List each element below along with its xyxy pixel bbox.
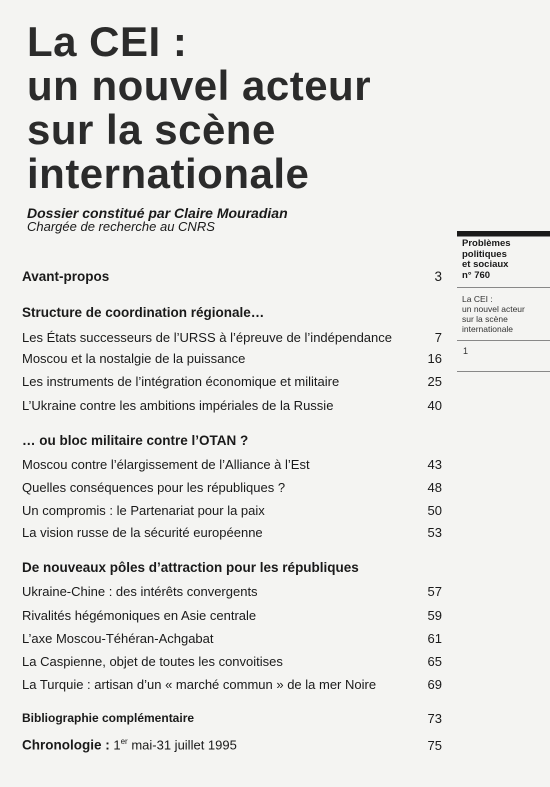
toc-page: 43 xyxy=(427,456,442,472)
sidebar-desc-line: sur la scène xyxy=(462,314,508,324)
toc-page: 69 xyxy=(427,676,442,692)
toc-page: 7 xyxy=(434,329,442,345)
toc-page: 48 xyxy=(427,479,442,495)
toc-chronologie-text xyxy=(22,737,237,752)
sidebar-divider xyxy=(457,340,550,341)
toc-label: La vision russe de la sécurité européenne xyxy=(22,524,263,540)
toc-label: Les instruments de l’intégration économique et militaire xyxy=(22,373,340,389)
toc-entry-bibliographie[interactable] xyxy=(22,708,442,728)
toc-entry[interactable] xyxy=(22,348,442,368)
section-heading xyxy=(22,430,442,450)
sidebar-desc-line: internationale xyxy=(462,324,514,334)
toc-label: Avant-propos xyxy=(22,268,110,284)
toc-label: L’Ukraine contre les ambitions impériales de la Russie xyxy=(22,397,334,413)
toc-entry[interactable] xyxy=(22,500,442,520)
toc-label: Ukraine-Chine : des intérêts convergents xyxy=(22,583,258,599)
toc-page: 57 xyxy=(427,583,442,599)
section-title: … ou bloc militaire contre l’OTAN ? xyxy=(22,432,249,448)
toc-page: 50 xyxy=(427,502,442,518)
series-info xyxy=(462,239,548,281)
toc-date-sup: er xyxy=(120,737,128,747)
toc-entry-chronologie[interactable] xyxy=(22,735,442,755)
author-role: Chargée de recherche au CNRS xyxy=(27,219,215,234)
title-line: La CEI : xyxy=(27,18,188,65)
toc-entry-avant-propos[interactable] xyxy=(22,266,442,286)
toc-page: 73 xyxy=(427,710,442,726)
toc-page: 53 xyxy=(427,524,442,540)
toc-label: Moscou et la nostalgie de la puissance xyxy=(22,350,246,366)
sidebar-divider xyxy=(457,371,550,372)
toc-label: Quelles conséquences pour les républiques ? xyxy=(22,479,286,495)
toc-page: 25 xyxy=(427,373,442,389)
toc-label: Moscou contre l’élargissement de l’Alliance à l’Est xyxy=(22,456,310,472)
title-line: un nouvel acteur xyxy=(27,62,372,109)
toc-label: La Caspienne, objet de toutes les convoitises xyxy=(22,653,283,669)
section-title: Structure de coordination régionale… xyxy=(22,304,265,320)
toc-date-range: mai-31 juillet 1995 xyxy=(127,737,237,753)
toc-label: Rivalités hégémoniques en Asie centrale xyxy=(22,607,257,623)
toc-entry[interactable] xyxy=(22,395,442,415)
toc-entry[interactable] xyxy=(22,651,442,671)
toc-entry[interactable] xyxy=(22,454,442,474)
toc-entry[interactable] xyxy=(22,581,442,601)
toc-page: 16 xyxy=(427,350,442,366)
toc-label: L’axe Moscou-Téhéran-Achgabat xyxy=(22,630,214,646)
sidebar-desc-line: La CEI : xyxy=(462,294,493,304)
series-number: n° 760 xyxy=(462,269,491,281)
toc-page: 65 xyxy=(427,653,442,669)
author: Dossier constitué par Claire Mouradian xyxy=(27,205,288,221)
toc-page: 59 xyxy=(427,607,442,623)
section-heading xyxy=(22,557,442,577)
toc-label: La Turquie : artisan d’un « marché commun » de la mer Noire xyxy=(22,676,377,692)
sidebar-thin-rule xyxy=(457,236,550,237)
toc-entry[interactable] xyxy=(22,605,442,625)
section-title: De nouveaux pôles d’attraction pour les républiques xyxy=(22,559,359,575)
series-line: politiques xyxy=(462,248,507,260)
toc-page: 40 xyxy=(427,397,442,413)
toc-entry[interactable] xyxy=(22,522,442,542)
toc-page: 3 xyxy=(434,268,442,284)
series-line: et sociaux xyxy=(462,259,509,270)
title-line: sur la scène xyxy=(27,106,276,153)
toc-label: Bibliographie complémentaire xyxy=(22,711,195,725)
byline xyxy=(27,206,288,234)
toc-date-day: 1 xyxy=(109,737,121,753)
sidebar-divider xyxy=(457,287,550,288)
toc-label: Les États successeurs de l’URSS à l’épreuve de l’indépendance xyxy=(22,329,392,345)
sidebar-description xyxy=(462,294,548,334)
section-heading xyxy=(22,302,442,322)
page-title xyxy=(27,20,371,196)
toc-entry[interactable] xyxy=(22,371,442,391)
sidebar-page-number: 1 xyxy=(463,346,469,356)
series-line: Problèmes xyxy=(462,238,511,249)
toc-entry[interactable] xyxy=(22,327,442,347)
toc-entry[interactable] xyxy=(22,628,442,648)
title-line: internationale xyxy=(27,150,310,197)
toc-page: 75 xyxy=(427,737,442,753)
toc-entry[interactable] xyxy=(22,674,442,694)
sidebar-desc-line: un nouvel acteur xyxy=(462,304,525,314)
toc-label: Un compromis : le Partenariat pour la paix xyxy=(22,502,265,518)
toc-page: 61 xyxy=(427,630,442,646)
toc-label: Chronologie : xyxy=(22,737,110,753)
toc-entry[interactable] xyxy=(22,477,442,497)
